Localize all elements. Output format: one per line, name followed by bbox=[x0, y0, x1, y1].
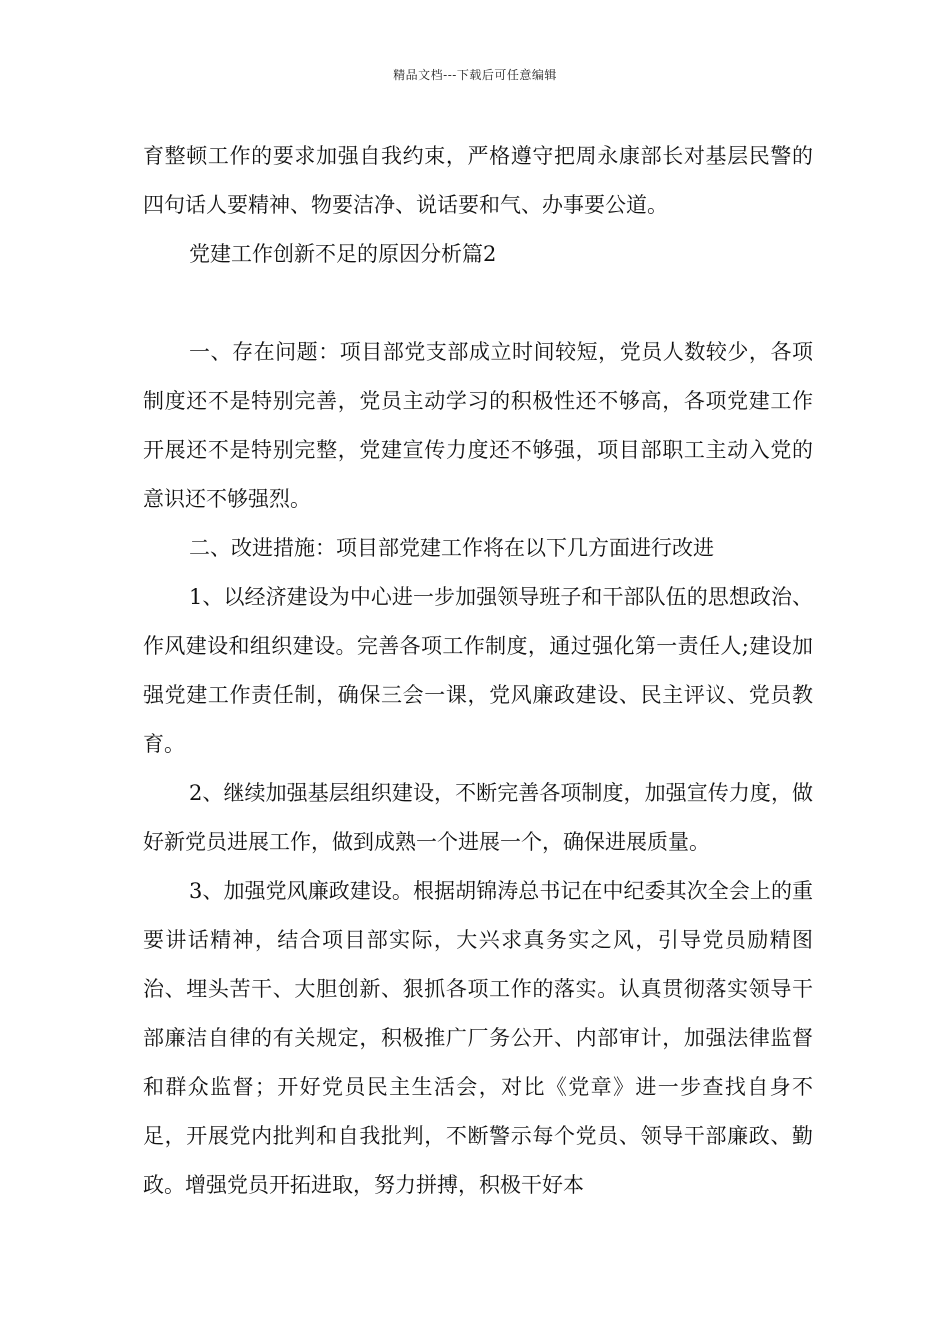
paragraph-measures-intro: 二、改进措施：项目部党建工作将在以下几方面进行改进 bbox=[189, 536, 714, 560]
document-body bbox=[143, 132, 813, 1210]
paragraph-measure-1: 1、以经济建设为中心进一步加强领导班子和干部队伍的思想政治、作风建设和组织建设。完善各项工作制度，通过强化第一责任人;建设加强党建工作责任制，确保三会一课，党风廉政建设、民主评议、党员教育。 bbox=[143, 585, 813, 756]
section-heading: 党建工作创新不足的原因分析篇2 bbox=[189, 242, 497, 266]
page-header: 精品文档---下载后可任意编辑 bbox=[393, 68, 557, 82]
paragraph-problems: 一、存在问题：项目部党支部成立时间较短，党员人数较少，各项制度还不是特别完善，党员主动学习的积极性还不够高，各项党建工作开展还不是特别完整，党建宣传力度还不够强，项目部职工主动入党的意识还不够强烈。 bbox=[143, 340, 813, 511]
paragraph-continuation: 育整顿工作的要求加强自我约束，严格遵守把周永康部长对基层民警的四句话人要精神、物要洁净、说话要和气、办事要公道。 bbox=[143, 144, 813, 217]
paragraph-measure-2: 2、继续加强基层组织建设，不断完善各项制度，加强宣传力度，做好新党员进展工作，做到成熟一个进展一个，确保进展质量。 bbox=[143, 781, 813, 854]
paragraph-measure-3: 3、加强党风廉政建设。根据胡锦涛总书记在中纪委其次全会上的重要讲话精神，结合项目部实际，大兴求真务实之风，引导党员励精图治、埋头苦干、大胆创新、狠抓各项工作的落实。认真贯彻落实领导干部廉洁自律的有关规定，积极推广厂务公开、内部审计，加强法律监督和群众监督；开好党员民主生活会，对比《党章》进一步查找自身不足，开展党内批判和自我批判，不断警示每个党员、领导干部廉政、勤政。增强党员开拓进取，努力拼搏，积极干好本 bbox=[143, 879, 813, 1197]
